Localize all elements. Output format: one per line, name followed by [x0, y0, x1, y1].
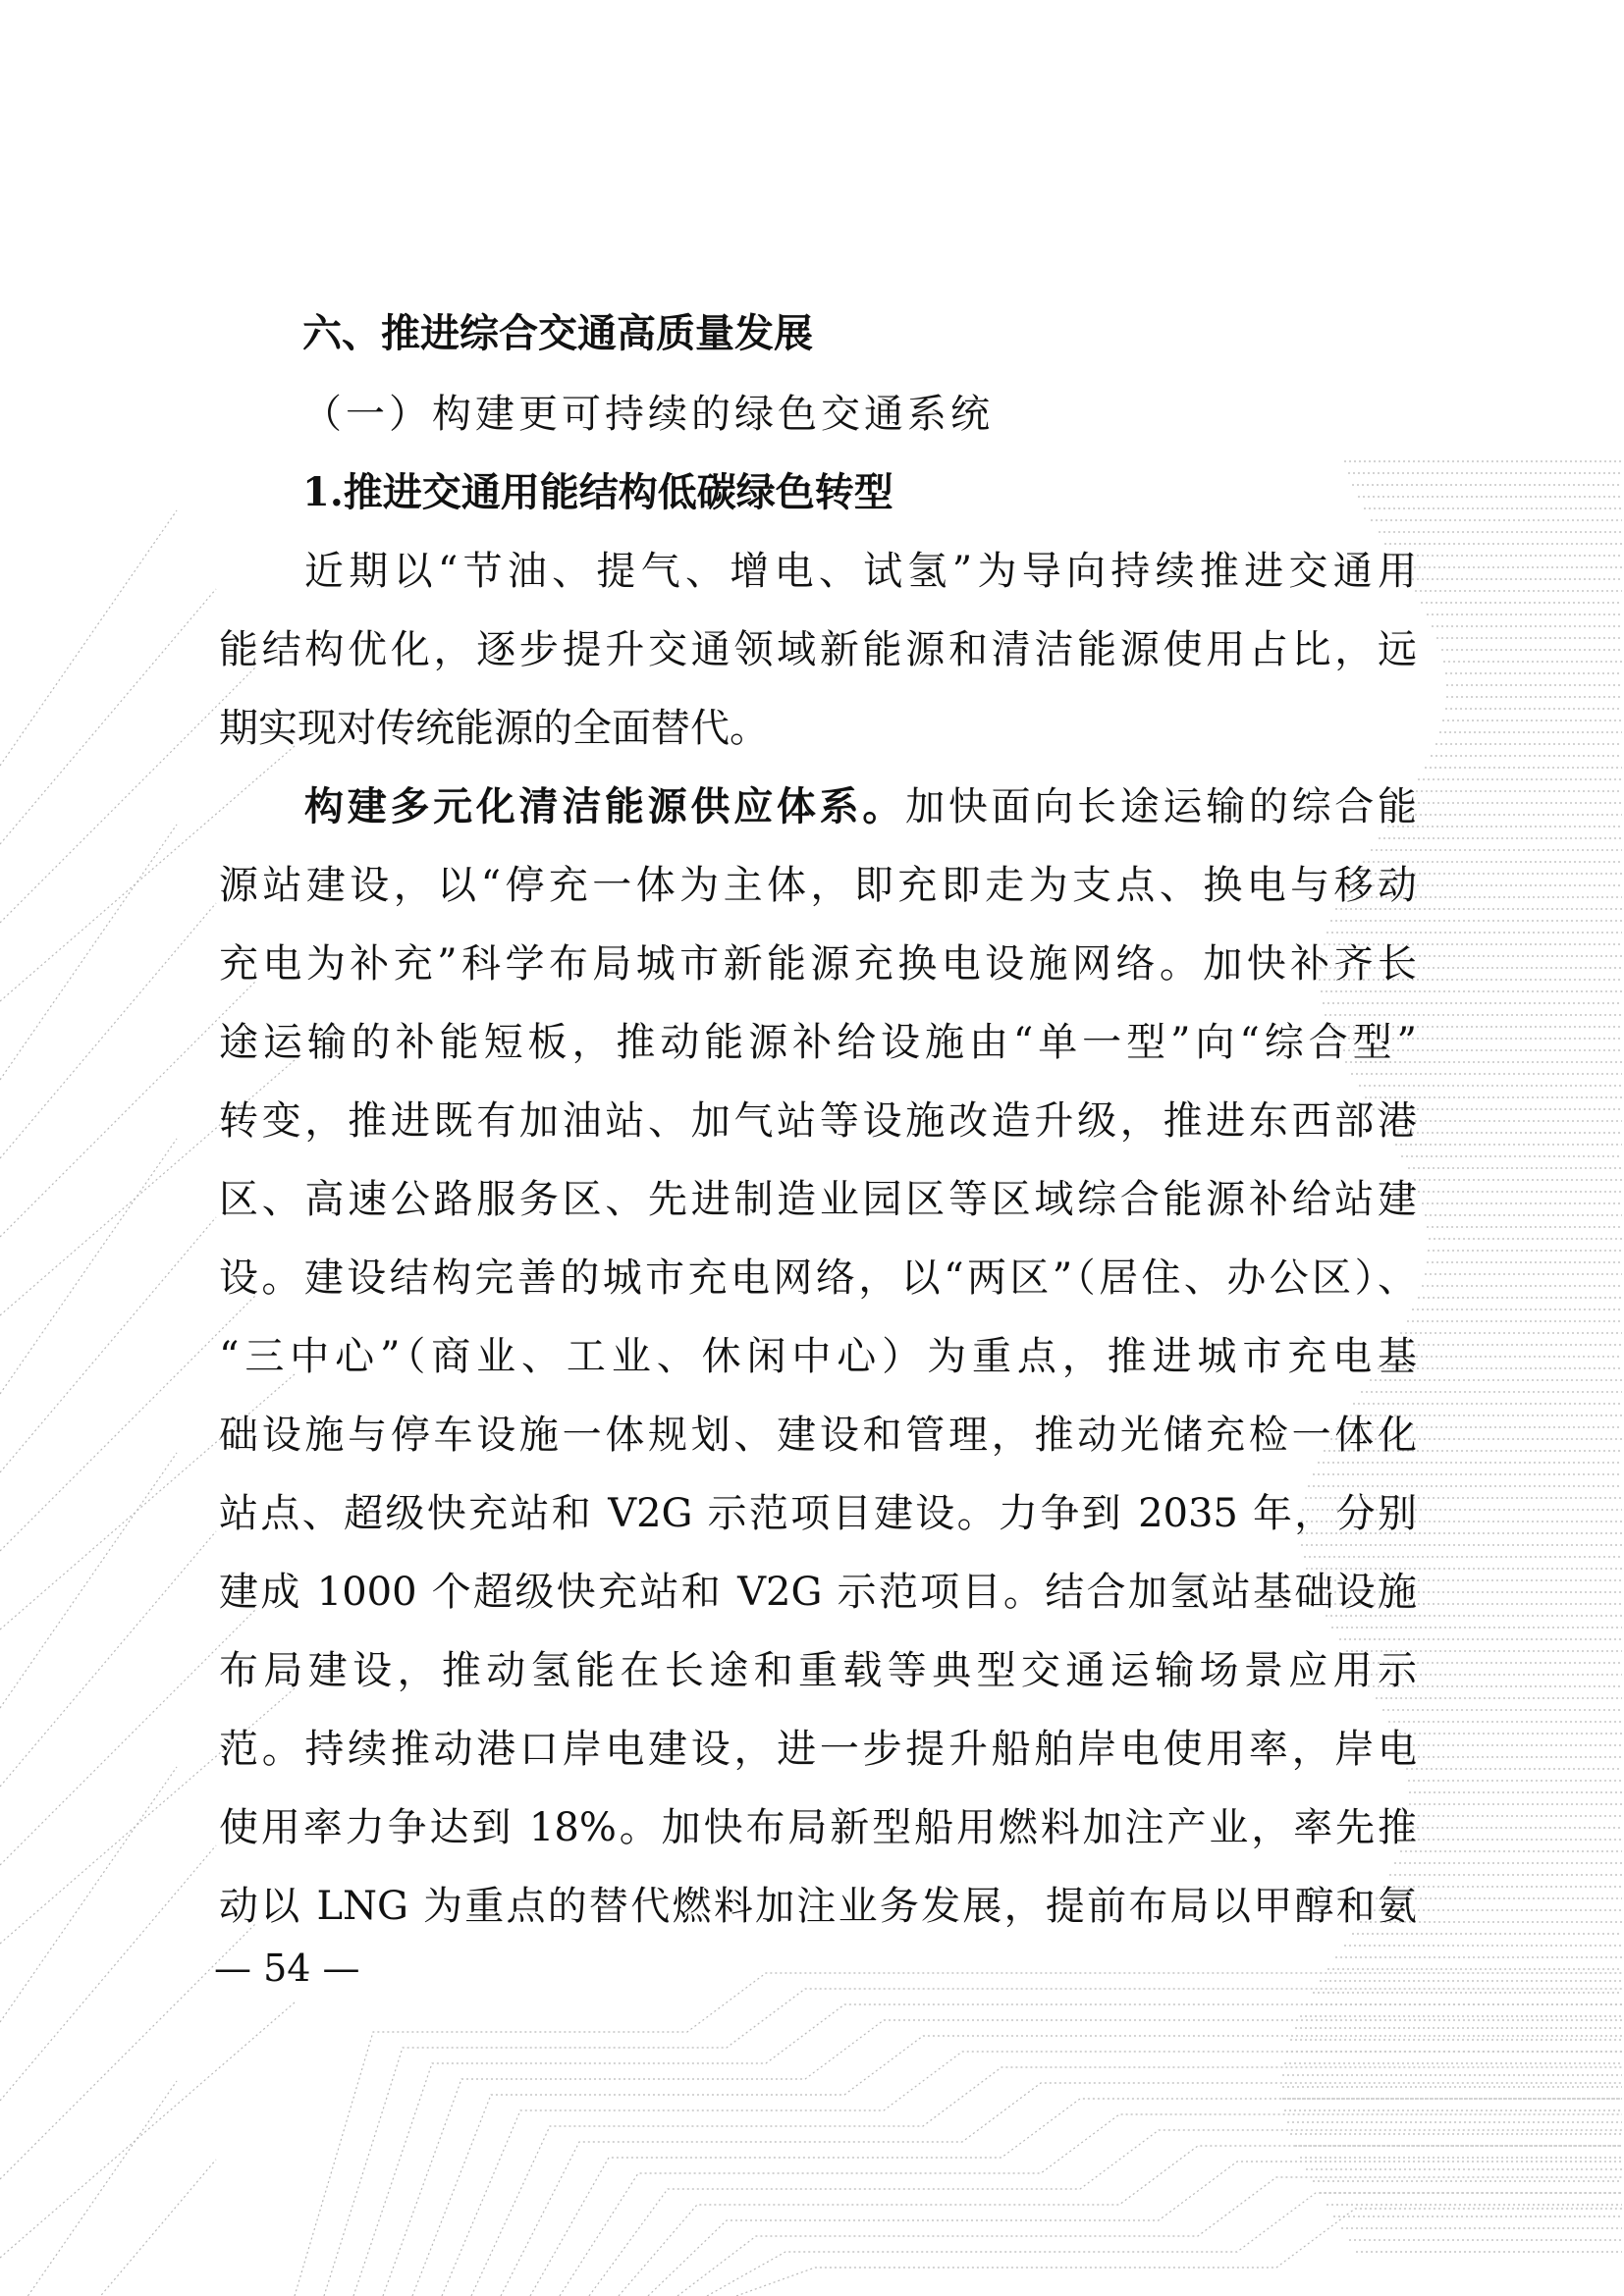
paragraph-line: 布局建设，推动氢能在长途和重载等典型交通运输场景应用示	[219, 1648, 1417, 1693]
paragraph-line: 范。持续推动港口岸电建设，进一步提升船舶岸电使用率，岸电	[219, 1727, 1417, 1772]
paragraph-line: 动以 LNG 为重点的替代燃料加注业务发展，提前布局以甲醇和氨	[219, 1884, 1417, 1929]
paragraph-first-line	[304, 777, 1417, 836]
paragraph-line: 设。建设结构完善的城市充电网络，以“两区”（居住、办公区）、	[219, 1255, 1417, 1301]
paragraph-line: 站点、超级快充站和 V2G 示范项目建设。力争到 2035 年，分别	[219, 1491, 1417, 1536]
paragraph-line: “三中心”（商业、工业、休闲中心）为重点，推进城市充电基	[219, 1334, 1417, 1379]
item-heading: 1.推进交通用能结构低碳绿色转型	[302, 469, 893, 515]
paragraph-line: 使用率力争达到 18%。加快布局新型船用燃料加注产业，率先推	[219, 1805, 1417, 1850]
paragraph-line: 建成 1000 个超级快充站和 V2G 示范项目。结合加氢站基础设施	[219, 1570, 1417, 1615]
section-heading: 六、推进综合交通高质量发展	[302, 311, 813, 356]
paragraph-line: 近期以“节油、提气、增电、试氢”为导向持续推进交通用	[304, 549, 1417, 594]
paragraph-line: 能结构优化，逐步提升交通领域新能源和清洁能源使用占比，远	[219, 627, 1417, 672]
paragraph-line: 转变，推进既有加油站、加气站等设施改造升级，推进东西部港	[219, 1098, 1417, 1144]
paragraph-line: 期实现对传统能源的全面替代。	[219, 706, 769, 751]
paragraph-line: 区、高速公路服务区、先进制造业园区等区域综合能源补给站建	[219, 1177, 1417, 1222]
subsection-heading: （一）构建更可持续的绿色交通系统	[302, 392, 994, 437]
paragraph-text: 加快面向长途运输的综合能	[905, 784, 1417, 829]
paragraph-line: 途运输的补能短板，推动能源补给设施由“单一型”向“综合型”	[219, 1020, 1417, 1065]
paragraph-line: 础设施与停车设施一体规划、建设和管理，推动光储充检一体化	[219, 1413, 1417, 1458]
paragraph-line: 源站建设，以“停充一体为主体，即充即走为支点、换电与移动	[219, 863, 1417, 908]
paragraph-line: 充电为补充”科学布局城市新能源充换电设施网络。加快补齐长	[219, 941, 1417, 987]
bold-lead-text: 构建多元化清洁能源供应体系。	[304, 783, 906, 829]
page-number: — 54 —	[214, 1947, 360, 1990]
